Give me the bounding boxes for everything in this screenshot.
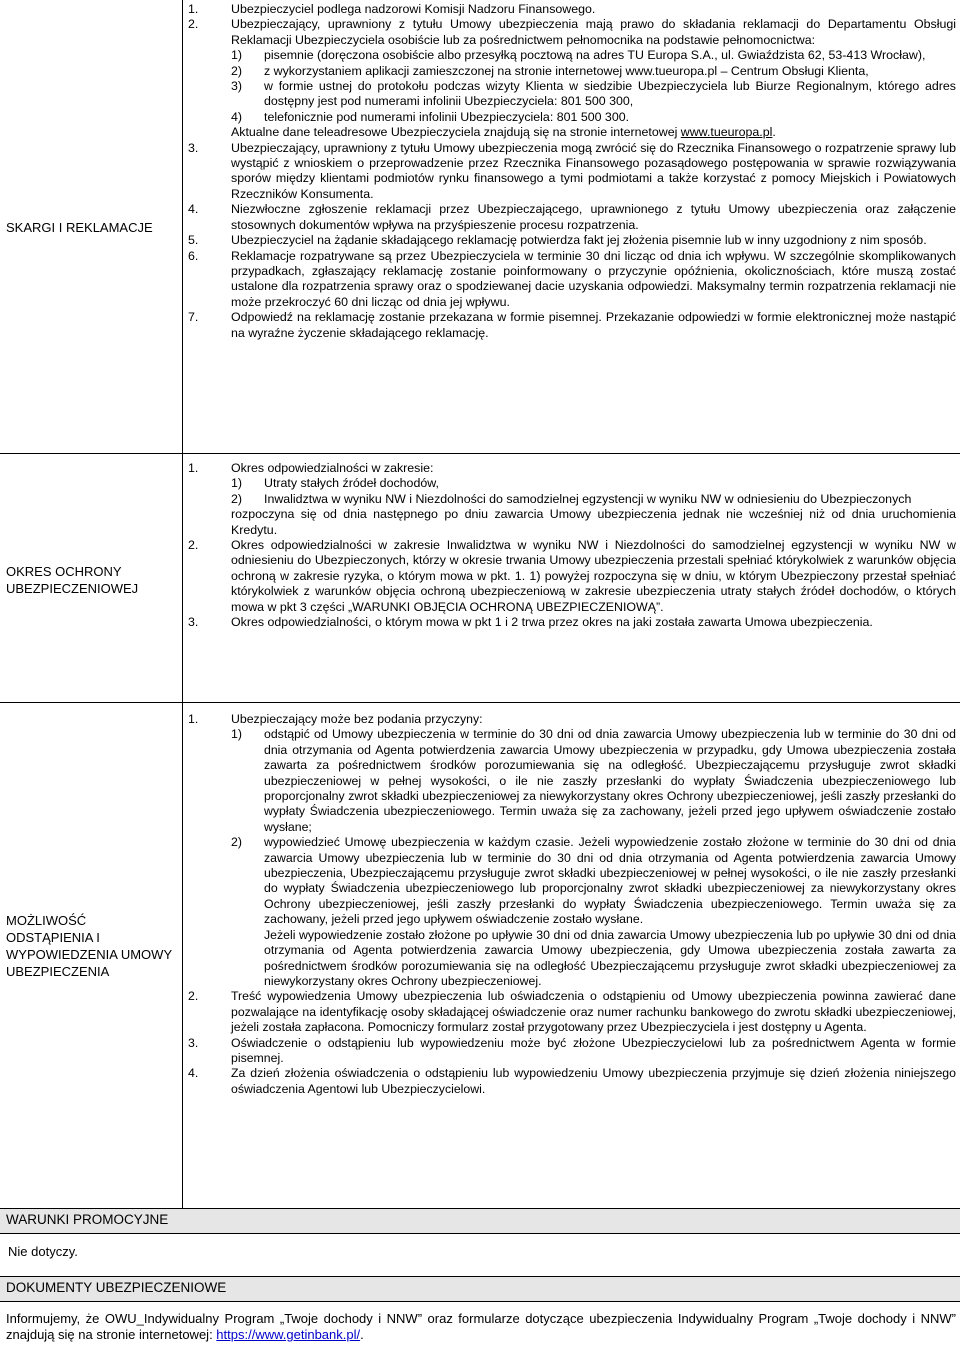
list-item: 2. Treść wypowiedzenia Umowy ubezpieczenia lub oświadczenia o odstąpieniu od Umowy ubezpieczenia powinna zawierać dane pozwalające na identyfikację osoby składającej oświadczenie oraz numer rachunku bankowego do zwrotu składki ubezpieczeniowej, jeżeli została zapłacona. Pomocniczy formularz został przygotowany przez Ubezpieczyciela i jest dostępny u Agenta. [188,989,956,1035]
list-item: 7. Odpowiedź na reklamację zostanie przekazana w formie pisemnej. Przekazanie odpowiedzi w formie elektronicznej może nastąpić na wyraźne życzenie składającego reklamację. [188,310,956,340]
sub-item: 3) w formie ustnej do protokołu podczas wizyty Klienta w siedzibie Ubezpieczyciela lub Biurze Regionalnym, którego adres dostępny jest pod numerami infolinii Ubezpieczyciela: 801 500 300, [231,79,956,109]
promo-text: Nie dotyczy. [8,1244,78,1259]
sub-item: 2) z wykorzystaniem aplikacji zamieszczonej na stronie internetowej www.tueuropa.pl – Centrum Obsługi Klienta, [231,63,869,78]
promo-heading: WARUNKI PROMOCYJNE [6,1212,169,1227]
sub-item: 4) telefonicznie pod numerami infolinii Ubezpieczyciela: 801 500 300. [231,109,630,124]
list-item-continuation: rozpoczyna się od dnia następnego po dniu zawarcia Umowy ubezpieczenia jednak nie wcześniej niż od dnia uruchomienia Kredytu. [231,507,956,537]
column-divider [182,702,183,1208]
section-divider [0,702,960,703]
column-divider [182,453,183,702]
list-item: 1. Okres odpowiedzialności w zakresie: [188,461,434,475]
sub-item-continuation: Jeżeli wypowiedzenie zostało złożone po upływie 30 dni od dnia zawarcia Umowy ubezpieczenia lub po upływie 30 dni od dnia otrzymania od Agenta potwierdzenia zawarcia Umowy ubezpieczenia, gdy Umowa ubezpieczenia została zawarta za pośrednictwem środków porozumiewania się na odległość Ubezpieczającemu przysługuje zwrot składki ubezpieczeniowej za niewykorzystany okres Ochrony ubezpieczeniowej. [264,927,956,988]
sub-item: 1) odstąpić od Umowy ubezpieczenia w terminie do 30 dni od dnia zawarcia Umowy ubezpieczenia lub w terminie do 30 dni od dnia otrzymania od Agenta potwierdzenia zawarcia Umowy ubezpieczenia w przypadku, gdy Umowa ubezpieczenia została zawarta za pośrednictwem środków porozumiewania się na odległość. Ubezpieczającemu przysługuje zwrot składki ubezpieczeniowej w pełnej wysokości, o ile nie zaszły przesłanki do wypłaty Świadczenia ubezpieczeniowego lub proporcjonalny zwrot składki ubezpieczeniowej za niewykorzystany okres Ochrony ubezpieczeniowej, jeśli zaszły przesłanki do wypłaty Świadczenia ubezpieczeniowego. Termin uważa się za zachowany, jeżeli przed jego upływem oświadczenie zostało wysłane; [231,727,956,834]
list-item: 2. Okres odpowiedzialności w zakresie Inwalidztwa w wyniku NW i Niezdolności do samodzielnej egzystencji w wyniku NW w odniesieniu do Ubezpieczonych, którzy w okresie trwania Umowy ubezpieczenia przestali spełniać którykolwiek z warunków objęcia ochroną w zakresie ryzyka, o którym mowa w pkt. 1. 1) powyżej rozpoczyna się w dniu, w którym Ubezpieczony przestał spełniać którykolwiek z warunków objęcia ochroną ubezpieczeniową w zakresie ubezpieczenia utraty stałych źródeł dochodów, o których mowa w pkt 3 części „WARUNKI OBJĘCIA OCHRONĄ UBEZPIECZENIOWĄ”. [188,538,956,614]
list-item: 6. Reklamacje rozpatrywane są przez Ubezpieczyciela w terminie 30 dni licząc od dnia ich wpływu. W szczególnie skomplikowanych przypadkach, zgłaszający reklamację zostanie poinformowany o przyczynie opóźnienia, okolicznościach, które muszą zostać ustalone dla rozpatrzenia sprawy oraz o spodziewanej dacie uzyskania odpowiedzi. Maksymalny termin rozpatrzenia reklamacji nie może przekroczyć 60 dni licząc od dnia jej wpływu. [188,248,956,309]
sub-item: 2) Inwalidztwa w wyniku NW i Niezdolności do samodzielnej egzystencji w wyniku NW w odniesieniu do Ubezpieczonych [231,491,912,506]
section-label-withdrawal: MOŻLIWOŚĆ ODSTĄPIENIA I WYPOWIEDZENIA UMOWY UBEZPIECZENIA [6,913,172,979]
section-coverage-period [188,461,956,630]
section-label-complaints: SKARGI I REKLAMACJE [6,220,153,235]
list-item: 1. Ubezpieczający może bez podania przyczyny: [188,712,483,726]
sub-item: 2) wypowiedzieć Umowę ubezpieczenia w każdym czasie. Jeżeli wypowiedzenie zostało złożone w terminie do 30 dni od dnia zawarcia Umowy ubezpieczenia lub w terminie do 30 dni od dnia otrzymania od Agenta potwierdzenia zawarcia Umowy ubezpieczenia, Ubezpieczającemu przysługuje zwrot składki ubezpieczeniowej w pełnej wysokości, o ile nie zaszły przesłanki do wypłaty Świadczenia ubezpieczeniowego lub proporcjonalny zwrot składki ubezpieczeniowej za niewykorzystany okres Ochrony ubezpieczeniowej, jeśli zaszły przesłanki do wypłaty Świadczenia ubezpieczeniowego. Termin uważa się za zachowany, jeżeli przed jego upływem oświadczenie zostało wysłane. [231,835,956,927]
list-item: 3. Okres odpowiedzialności, o którym mowa w pkt 1 i 2 trwa przez okres na jaki została zawarta Umowa ubezpieczenia. [188,615,873,630]
section-withdrawal [188,712,956,1097]
list-item: 3. Oświadczenie o odstąpieniu lub wypowiedzeniu może być złożone Ubezpieczycielowi lub za pośrednictwem Agenta w formie pisemnej. [188,1035,956,1065]
contact-note: Aktualne dane teleadresowe Ubezpieczyciela znajdują się na stronie internetowej www.tueuropa.pl. [231,125,776,140]
sub-item: 1) Utraty stałych źródeł dochodów, [231,476,439,491]
documents-text: Informujemy, że OWU_Indywidualny Program „Twoje dochody i NNW” oraz formularze dotyczące ubezpieczenia Indywidualny Program „Twoje dochody i NNW” znajdują się na stronie internetowej: https://www.getinbank.pl/. [6,1311,956,1342]
sub-item: 1) pisemnie (doręczona osobiście albo przesyłką pocztową na adres TU Europa S.A., ul. Gwiaździsta 62, 53-413 Wrocław), [231,48,926,63]
promo-heading-bar [0,1208,960,1234]
tueuropa-link[interactable]: www.tueuropa.pl [680,125,773,140]
getinbank-link[interactable]: https://www.getinbank.pl/ [216,1327,361,1342]
documents-heading: DOKUMENTY UBEZPIECZENIOWE [6,1280,227,1295]
column-divider [182,0,183,453]
list-item: 1. Ubezpieczyciel podlega nadzorowi Komisji Nadzoru Finansowego. [188,2,596,16]
list-item: 4. Niezwłoczne zgłoszenie reklamacji przez Ubezpieczającego, uprawnionego z tytułu Umowy ubezpieczenia oraz załączenie stosownych dokumentów wpływa na przyśpieszenie procesu rozpatrzenia. [188,202,956,232]
documents-heading-bar [0,1276,960,1302]
section-divider [0,453,960,454]
section-label-coverage-period: OKRES OCHRONY UBEZPIECZENIOWEJ [6,564,139,596]
list-item: 3. Ubezpieczający, uprawniony z tytułu Umowy ubezpieczenia mogą zwrócić się do Rzecznika Finansowego o rozpatrzenie sprawy lub wystąpić z wnioskiem o przeprowadzenie przez Rzecznika Finansowego pozasądowego postępowania w sprawie rozwiązywania sporów między klientami podmiotów rynku finansowego a tymi podmiotami a także korzystać z pomocy Miejskich i Powiatowych Rzeczników Konsumenta. [188,140,956,201]
list-item: 4. Za dzień złożenia oświadczenia o odstąpieniu lub wypowiedzeniu Umowy ubezpieczenia przyjmuje się dzień złożenia niniejszego oświadczenia Agentowi lub Ubezpieczycielowi. [188,1066,956,1096]
list-item: 5. Ubezpieczyciel na żądanie składającego reklamację potwierdza fakt jej złożenia pisemnie lub w inny uzgodniony z nim sposób. [188,233,927,248]
list-item: 2. Ubezpieczający, uprawniony z tytułu Umowy ubezpieczenia mają prawo do składania reklamacji do Departamentu Obsługi Reklamacji Ubezpieczyciela osobiście lub za pośrednictwem pełnomocnika na podstawie pełnomocnictwa: [188,17,956,47]
section-complaints [188,2,956,341]
